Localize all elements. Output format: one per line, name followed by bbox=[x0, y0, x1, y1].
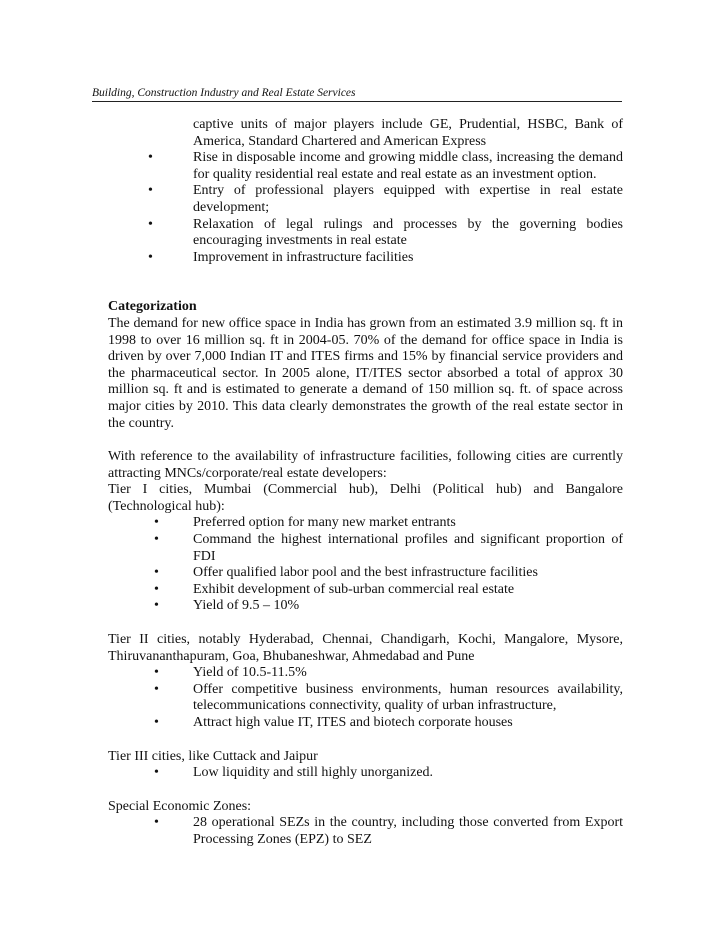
bullet-icon: • bbox=[148, 216, 153, 232]
list-item: • Preferred option for many new market entrants bbox=[154, 515, 456, 531]
bullet-icon: • bbox=[154, 681, 159, 697]
page-body bbox=[108, 117, 623, 849]
bullet-icon: • bbox=[154, 765, 159, 781]
list-item: • Entry of professional players equipped with expertise in real estate development; bbox=[148, 183, 623, 215]
tier3-list bbox=[108, 765, 623, 782]
list-item: • Command the highest international profiles and significant proportion of FDI bbox=[154, 532, 623, 564]
bullet-icon: • bbox=[148, 150, 153, 166]
running-header bbox=[92, 86, 622, 102]
list-item: • Low liquidity and still highly unorganized. bbox=[154, 765, 434, 781]
sez-list bbox=[108, 815, 623, 848]
paragraph: The demand for new office space in India has grown from an estimated 3.9 million sq. ft in 1998 to over 16 million sq. ft in 2004-05. 70% of the demand for office space in India is driven by over 7,000 Indian IT and ITES firms and 15% by financial service providers and the pharmaceutical sector. In 2005 alone, IT/ITES sector absorbed a total of approx 30 million sq. ft and is estimated to generate a demand of 150 million sq. ft. of space across major cities by 2010. This data clearly demonstrates the growth of the real estate sector in the country. bbox=[108, 315, 623, 431]
list-item: • Exhibit development of sub-urban commercial real estate bbox=[154, 581, 515, 597]
list-item: • Yield of 9.5 – 10% bbox=[154, 598, 300, 614]
bullet-icon: • bbox=[154, 815, 159, 831]
tier2-intro: Tier II cities, notably Hyderabad, Chennai, Chandigarh, Kochi, Mangalore, Mysore, Thiruvananthapuram, Goa, Bhubaneshwar, Ahmedabad and Pune bbox=[108, 632, 623, 664]
list-item: • Rise in disposable income and growing middle class, increasing the demand for quality residential real estate and real estate as an investment option. bbox=[148, 150, 623, 182]
bullet-icon: • bbox=[148, 249, 153, 265]
list-item: • 28 operational SEZs in the country, including those converted from Export Processing Zones (EPZ) to SEZ bbox=[154, 815, 623, 847]
bullet-icon: • bbox=[154, 598, 159, 614]
list-item: • Improvement in infrastructure facilities bbox=[148, 249, 414, 265]
bullet-icon: • bbox=[148, 183, 153, 199]
section-heading: Categorization bbox=[108, 299, 197, 315]
running-header-title: Building, Construction Industry and Real Estate Services bbox=[92, 87, 356, 99]
tier3-intro: Tier III cities, like Cuttack and Jaipur bbox=[108, 748, 318, 764]
bullet-icon: • bbox=[154, 515, 159, 531]
drivers-continuation: captive units of major players include GE, Prudential, HSBC, Bank of America, Standard Chartered and American Express bbox=[193, 117, 623, 149]
tier1-list bbox=[108, 515, 623, 615]
list-item: • Attract high value IT, ITES and biotech corporate houses bbox=[154, 715, 513, 730]
sez-intro: Special Economic Zones: bbox=[108, 798, 252, 814]
bullet-icon: • bbox=[154, 715, 159, 730]
bullet-icon: • bbox=[154, 532, 159, 548]
list-item: • Relaxation of legal rulings and processes by the governing bodies encouraging investments in real estate bbox=[148, 216, 623, 249]
bullet-icon: • bbox=[154, 581, 159, 597]
bullet-icon: • bbox=[154, 565, 159, 581]
paragraph: With reference to the availability of infrastructure facilities, following cities are currently attracting MNCs/corporate/real estate developers: bbox=[108, 449, 623, 481]
tier1-intro: Tier I cities, Mumbai (Commercial hub), Delhi (Political hub) and Bangalore (Technological hub): bbox=[108, 482, 623, 514]
tier2-list bbox=[108, 665, 623, 731]
bullet-icon: • bbox=[154, 665, 159, 681]
list-item: • Offer qualified labor pool and the best infrastructure facilities bbox=[154, 565, 538, 581]
list-item: • Yield of 10.5-11.5% bbox=[154, 665, 307, 681]
list-item: • Offer competitive business environments, human resources availability, telecommunications connectivity, quality of urban infrastructure, bbox=[154, 681, 623, 714]
drivers-list bbox=[108, 150, 623, 266]
